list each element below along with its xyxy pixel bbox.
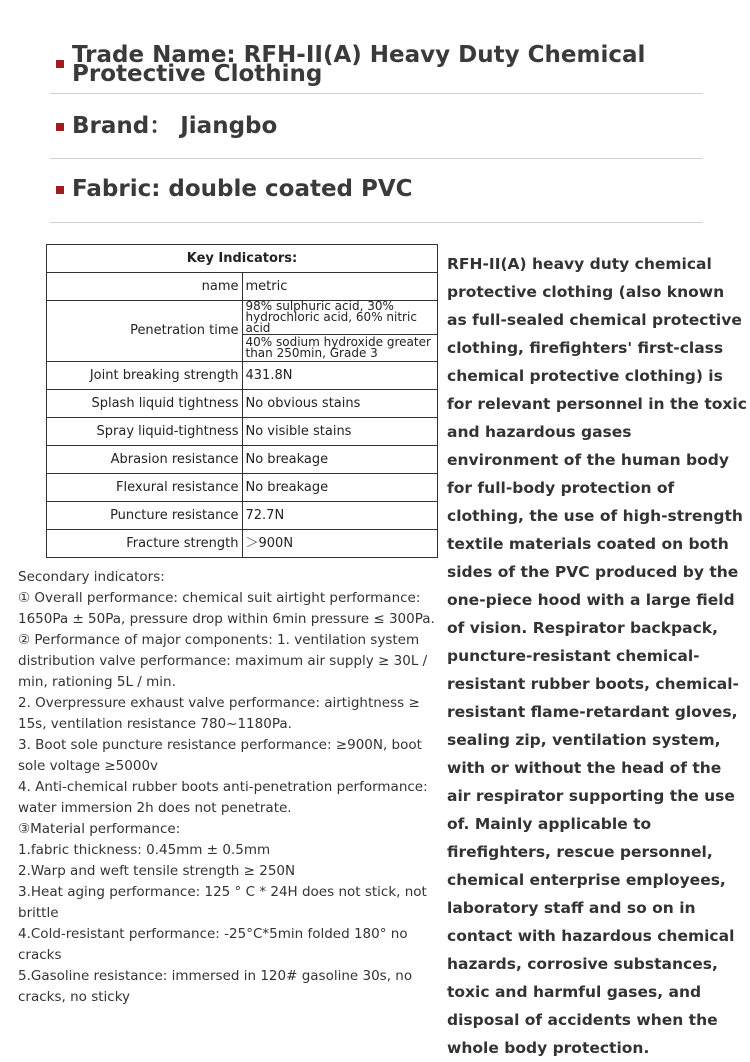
secondary-line: 4. Anti-chemical rubber boots anti-penetration performance: water immersion 2h does not penetrate. bbox=[18, 779, 428, 816]
penetration-label: Penetration time bbox=[47, 301, 243, 362]
key-indicators-table bbox=[46, 244, 438, 558]
table-row bbox=[47, 390, 438, 418]
secondary-line: 1.fabric thickness: 0.45mm ± 0.5mm bbox=[18, 842, 271, 858]
row-name: Puncture resistance bbox=[47, 502, 243, 530]
secondary-title: Secondary indicators: bbox=[18, 569, 165, 585]
name-header: name bbox=[47, 273, 243, 301]
penetration-value-acids: 98% sulphuric acid, 30% hydrochloric acid, 60% nitric acid bbox=[242, 301, 438, 335]
divider bbox=[50, 158, 703, 159]
secondary-line: 2.Warp and weft tensile strength ≥ 250N bbox=[18, 863, 296, 879]
bullet-marker bbox=[56, 186, 64, 194]
row-name: Flexural resistance bbox=[47, 474, 243, 502]
row-name: Fracture strength bbox=[47, 530, 243, 558]
row-metric: No breakage bbox=[242, 446, 438, 474]
table-row bbox=[47, 418, 438, 446]
bullet-marker bbox=[56, 60, 64, 68]
divider bbox=[50, 222, 703, 223]
brand-heading: Brand： Jiangbo bbox=[58, 117, 703, 136]
table-title: Key Indicators: bbox=[47, 245, 438, 273]
row-name: Joint breaking strength bbox=[47, 362, 243, 390]
secondary-line: 3.Heat aging performance: 125 ° C * 24H does not stick, not brittle bbox=[18, 884, 427, 921]
row-name: Spray liquid-tightness bbox=[47, 418, 243, 446]
secondary-line: 4.Cold-resistant performance: -25°C*5min folded 180° no cracks bbox=[18, 926, 408, 963]
secondary-line: 2. Overpressure exhaust valve performance: airtightness ≥ 15s, ventilation resistance 780~1180Pa. bbox=[18, 695, 420, 732]
row-name: Abrasion resistance bbox=[47, 446, 243, 474]
row-metric: No breakage bbox=[242, 474, 438, 502]
secondary-line: ① Overall performance: chemical suit airtight performance: 1650Pa ± 50Pa, pressure drop within 6min pressure ≤ 300Pa. bbox=[18, 590, 435, 627]
fabric-heading: Fabric: double coated PVC bbox=[58, 180, 703, 199]
secondary-line: 3. Boot sole puncture resistance performance: ≥900N, boot sole voltage ≥5000v bbox=[18, 737, 422, 774]
row-metric: No visible stains bbox=[242, 418, 438, 446]
secondary-line: 5.Gasoline resistance: immersed in 120# gasoline 30s, no cracks, no sticky bbox=[18, 968, 413, 1005]
row-metric: ＞900N bbox=[242, 530, 438, 558]
row-metric: No obvious stains bbox=[242, 390, 438, 418]
divider bbox=[50, 93, 703, 94]
row-metric: 431.8N bbox=[242, 362, 438, 390]
table-row bbox=[47, 474, 438, 502]
row-name: Splash liquid tightness bbox=[47, 390, 243, 418]
secondary-indicators bbox=[18, 567, 442, 1008]
product-description: RFH-II(A) heavy duty chemical protective clothing (also known as full-sealed chemical protective clothing, firefighters' first-class chemical protective clothing) is for relevant personnel in the toxic and hazardous gases environment of the human body for full-body protection of clothing, the use of high-strength textile materials coated on both sides of the PVC produced by the one-piece hood with a large field of vision. Respirator backpack, puncture-resistant chemical-resistant rubber boots, chemical-resistant flame-retardant gloves, sealing zip, ventilation system, with or without the head of the air respirator supporting the use of. Mainly applicable to firefighters, rescue personnel, chemical enterprise employees, laboratory staff and so on in contact with hazardous chemical hazards, corrosive substances, toxic and harmful gases, and disposal of accidents when the whole body protection. bbox=[447, 255, 747, 1057]
table-row bbox=[47, 530, 438, 558]
penetration-value-naoh: 40% sodium hydroxide greater than 250min, Grade 3 bbox=[242, 335, 438, 362]
bullet-marker bbox=[56, 123, 64, 131]
row-metric: 72.7N bbox=[242, 502, 438, 530]
secondary-line: ② Performance of major components: 1. ventilation system distribution valve performance: maximum air supply ≥ 30L / min, rationing 5L / min. bbox=[18, 632, 428, 690]
trade-name-heading: Trade Name: RFH-II(A) Heavy Duty Chemical Protective Clothing bbox=[58, 46, 703, 84]
secondary-line: ③Material performance: bbox=[18, 821, 181, 837]
metric-header: metric bbox=[242, 273, 438, 301]
table-row bbox=[47, 502, 438, 530]
table-row bbox=[47, 362, 438, 390]
table-row bbox=[47, 446, 438, 474]
